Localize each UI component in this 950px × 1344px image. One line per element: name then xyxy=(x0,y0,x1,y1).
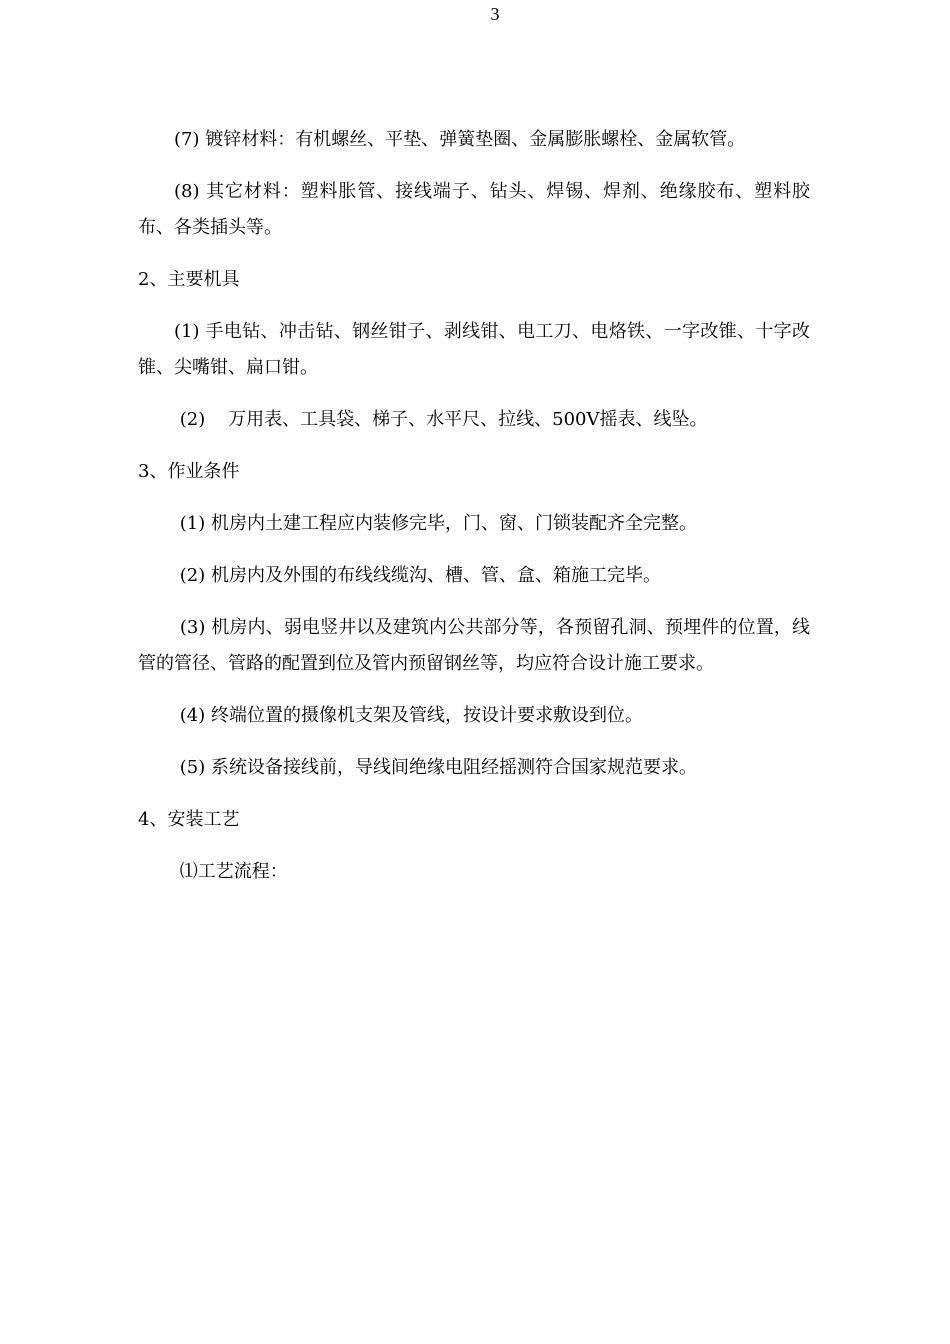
paragraph-condition-3: (3) 机房内、弱电竖井以及建筑内公共部分等，各预留孔洞、预埋件的位置，线管的管径、管路的配置到位及管内预留钢丝等，均应符合设计施工要求。 xyxy=(138,617,810,674)
document-body xyxy=(138,122,810,890)
paragraph-other-materials: (8) 其它材料：塑料胀管、接线端子、钻头、焊锡、焊剂、绝缘胶布、塑料胶布、各类插头等。 xyxy=(138,181,810,238)
page-number: 3 xyxy=(490,4,500,24)
section-heading-installation-process: 4、安装工艺 xyxy=(138,809,240,830)
paragraph-process-flow: ⑴工艺流程： xyxy=(174,861,288,882)
paragraph-tools-list-1: (1) 手电钻、冲击钻、钢丝钳子、剥线钳、电工刀、电烙铁、一字改锥、十字改锥、尖嘴钳、扁口钳。 xyxy=(138,321,810,378)
paragraph-galvanized-materials: (7) 镀锌材料：有机螺丝、平垫、弹簧垫圈、金属膨胀螺栓、金属软管。 xyxy=(174,129,746,150)
paragraph-condition-4: (4) 终端位置的摄像机支架及管线，按设计要求敷设到位。 xyxy=(174,705,643,726)
section-heading-main-tools: 2、主要机具 xyxy=(138,269,240,290)
paragraph-tools-list-2: (2) 万用表、工具袋、梯子、水平尺、拉线、500V摇表、线坠。 xyxy=(174,409,708,430)
paragraph-condition-1: (1) 机房内土建工程应内装修完毕，门、窗、门锁装配齐全完整。 xyxy=(174,513,697,534)
paragraph-condition-2: (2) 机房内及外围的布线线缆沟、槽、管、盒、箱施工完毕。 xyxy=(174,565,661,586)
section-heading-working-conditions: 3、作业条件 xyxy=(138,461,240,482)
paragraph-condition-5: (5) 系统设备接线前，导线间绝缘电阻经摇测符合国家规范要求。 xyxy=(174,757,697,778)
